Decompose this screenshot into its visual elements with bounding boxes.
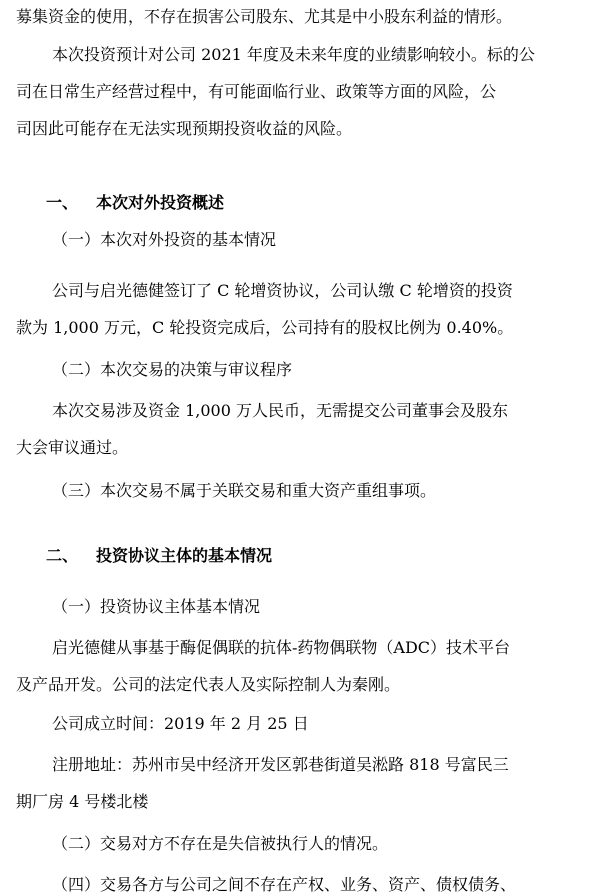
section-2-number: 二、 (46, 546, 79, 565)
section-2-sub-2-title: （二）交易对方不存在是失信被执行人的情况。 (52, 834, 389, 853)
section-1-sub-1-title: （一）本次对外投资的基本情况 (52, 230, 277, 249)
address-line-1: 注册地址：苏州市吴中经济开发区郭巷街道吴淞路 818 号富民三 (52, 755, 509, 774)
section-2-sub-4-title: （四）交易各方与公司之间不存在产权、业务、资产、债权债务、 (52, 875, 517, 894)
section-2-sub-1-title: （一）投资协议主体基本情况 (52, 597, 261, 616)
section-1-title: 本次对外投资概述 (96, 193, 225, 212)
section-1-sub-3-title: （三）本次交易不属于关联交易和重大资产重组事项。 (52, 481, 437, 500)
section-2-heading (16, 546, 596, 566)
intro-line-4: 司因此可能存在无法实现预期投资收益的风险。 (16, 119, 353, 138)
address-line-2: 期厂房 4 号楼北楼 (16, 792, 149, 811)
section-1-heading (16, 193, 596, 213)
section-1-sub-1-line-1: 公司与启光德健签订了 C 轮增资协议，公司认缴 C 轮增资的投资 (52, 281, 513, 300)
section-1-sub-2-line-2: 大会审议通过。 (16, 438, 129, 457)
intro-line-1: 募集资金的使用，不存在损害公司股东、尤其是中小股东利益的情形。 (16, 7, 513, 26)
section-2-title: 投资协议主体的基本情况 (96, 546, 273, 565)
section-1-sub-2-line-1: 本次交易涉及资金 1,000 万人民币，无需提交公司董事会及股东 (52, 401, 508, 420)
section-1-sub-1-line-2: 款为 1,000 万元，C 轮投资完成后，公司持有的股权比例为 0.40%。 (16, 318, 514, 337)
established-date: 公司成立时间：2019 年 2 月 25 日 (52, 714, 309, 733)
section-2-sub-1-line-1: 启光德健从事基于酶促偶联的抗体-药物偶联物（ADC）技术平台 (52, 638, 511, 657)
section-1-sub-2-title: （二）本次交易的决策与审议程序 (52, 360, 293, 379)
section-1-number: 一、 (46, 193, 79, 212)
intro-line-2: 本次投资预计对公司 2021 年度及未来年度的业绩影响较小。标的公 (52, 45, 535, 64)
intro-line-3: 司在日常生产经营过程中，有可能面临行业、政策等方面的风险，公 (16, 82, 497, 101)
section-2-sub-1-line-2: 及产品开发。公司的法定代表人及实际控制人为秦刚。 (16, 675, 401, 694)
